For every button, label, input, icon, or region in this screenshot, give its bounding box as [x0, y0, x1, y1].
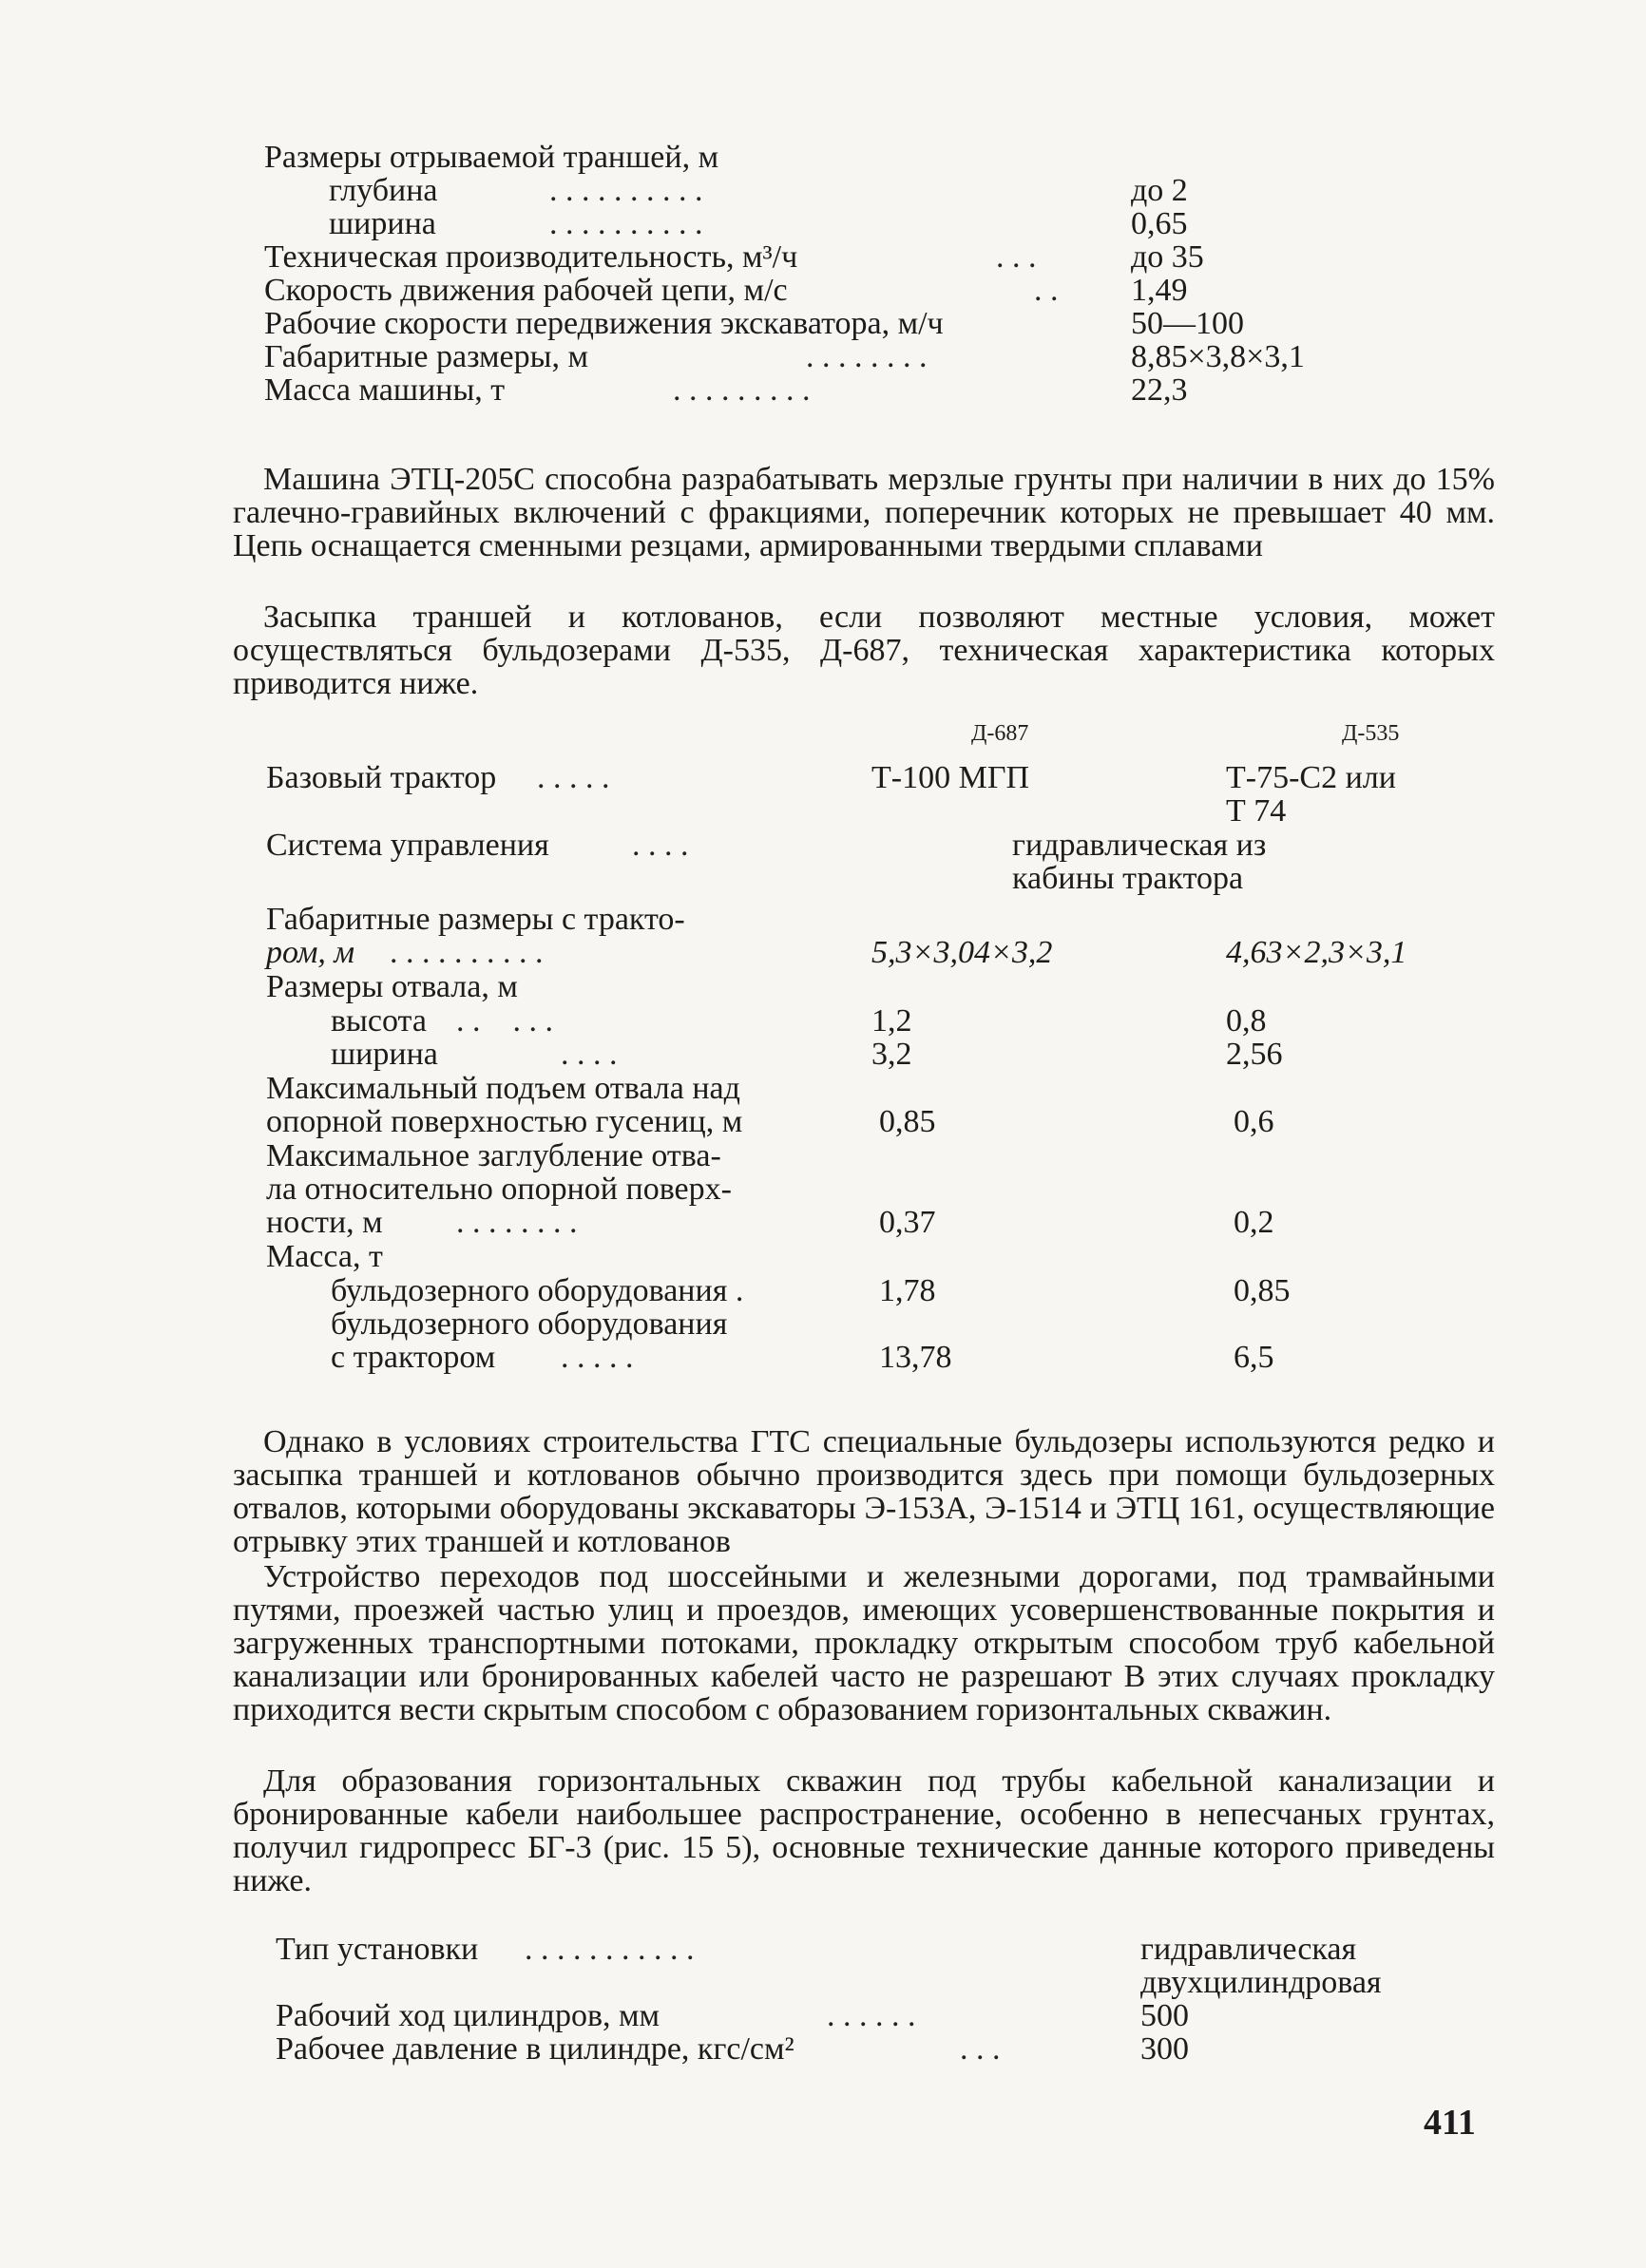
press-spec-list [276, 1933, 1464, 2066]
spec-heading: Размеры отрываемой траншей, м [264, 140, 719, 175]
excavator-spec-list [264, 141, 1310, 407]
spec-row: Техническая производительность, м³/ч . . . до 35 [264, 239, 1204, 275]
spec-row: Тип установки . . . . . . . . . . . гидравлическая [276, 1932, 1357, 1967]
column-header: Д-687 [971, 721, 1029, 746]
page-number: 411 [1424, 2103, 1476, 2143]
spec-row: двухцилиндровая [1140, 1965, 1382, 2000]
spec-row: Рабочие скорости передвижения экскаватора, м/ч 50—100 [264, 306, 1244, 341]
spec-row: Рабочий ход цилиндров, мм . . . . . . 500 [276, 1998, 1189, 2033]
bulldozer-spec-table: Д-687 Д-535 Базовый трактор . . . . . Т-100 МГП Т-75-С2 или Т 74 Система управления . . . . гидравлическая из кабины трактора Габаритные размеры с тракто- ром, м . . . . . . . . . . 5,3×3,04×3,2 4,63×2,3×3,1 Размеры отвала, м высота . . . . . 1,2 0,8 ширина . . . . 3,2 2,56 Максимальный подъем отвала над опорной поверхностью гусениц, м 0,85 0,6 Максимальное заглубление отва- ла относительно опорной поверх- ности, м . . . . . . . . 0,37 0,2 Масса, т бульдозерного оборудования . 1,78 0,85 бульдозерного оборудования с трактором . . . . . 13,78 6,5 [266, 717, 1502, 1382]
paragraph: Однако в условиях строительства ГТС специальные бульдозеры используются редко и засыпка траншей и котлованов обычно производится здесь при помощи бульдозерных отвалов, которыми оборудованы экскаваторы Э-153А, Э-1514 и ЭТЦ 161, осуществляющие отрывку этих траншей и котлованов [233, 1424, 1495, 1559]
spec-row: глубина . . . . . . . . . . до 2 [329, 173, 1188, 208]
spec-row: Габаритные размеры, м . . . . . . . . 8,85×3,8×3,1 [264, 339, 1305, 374]
paragraph: Машина ЭТЦ-205С способна разрабатывать мерзлые грунты при наличии в них до 15% галечно-гравийных включений с фракциями, поперечник которых не превышает 40 мм. Цепь оснащается сменными резцами, армированными твердыми сплавами [233, 462, 1495, 563]
spec-row: Рабочее давление в цилиндре, кгс/см² . . . 300 [276, 2031, 1189, 2067]
spec-row: Масса машины, т . . . . . . . . . 22,3 [264, 372, 1188, 408]
column-header: Д-535 [1342, 721, 1400, 746]
paragraph: Для образования горизонтальных скважин под трубы кабельной канализации и бронированные кабели наибольшее распространение, особенно в непесчаных грунтах, получил гидропресс БГ-3 (рис. 15 5), основные технические данные которого приведены ниже. [233, 1763, 1495, 1898]
paragraph: Устройство переходов под шоссейными и железными дорогами, под трамвайными путями, проезжей частью улиц и проездов, имеющих усовершенствованные покрытия и загруженных транспортными потоками, прокладку открытым способом труб кабельной канализации или бронированных кабелей часто не разрешают В этих случаях прокладку приходится вести скрытым способом с образованием горизонтальных скважин. [233, 1559, 1495, 1727]
spec-row: ширина . . . . . . . . . . 0,65 [329, 206, 1188, 241]
spec-row: Скорость движения рабочей цепи, м/с . . 1,49 [264, 273, 1188, 308]
paragraph: Засыпка траншей и котлованов, если позволяют местные условия, может осуществляться бульдозерами Д-535, Д-687, техническая характеристика которых приводится ниже. [233, 600, 1495, 701]
